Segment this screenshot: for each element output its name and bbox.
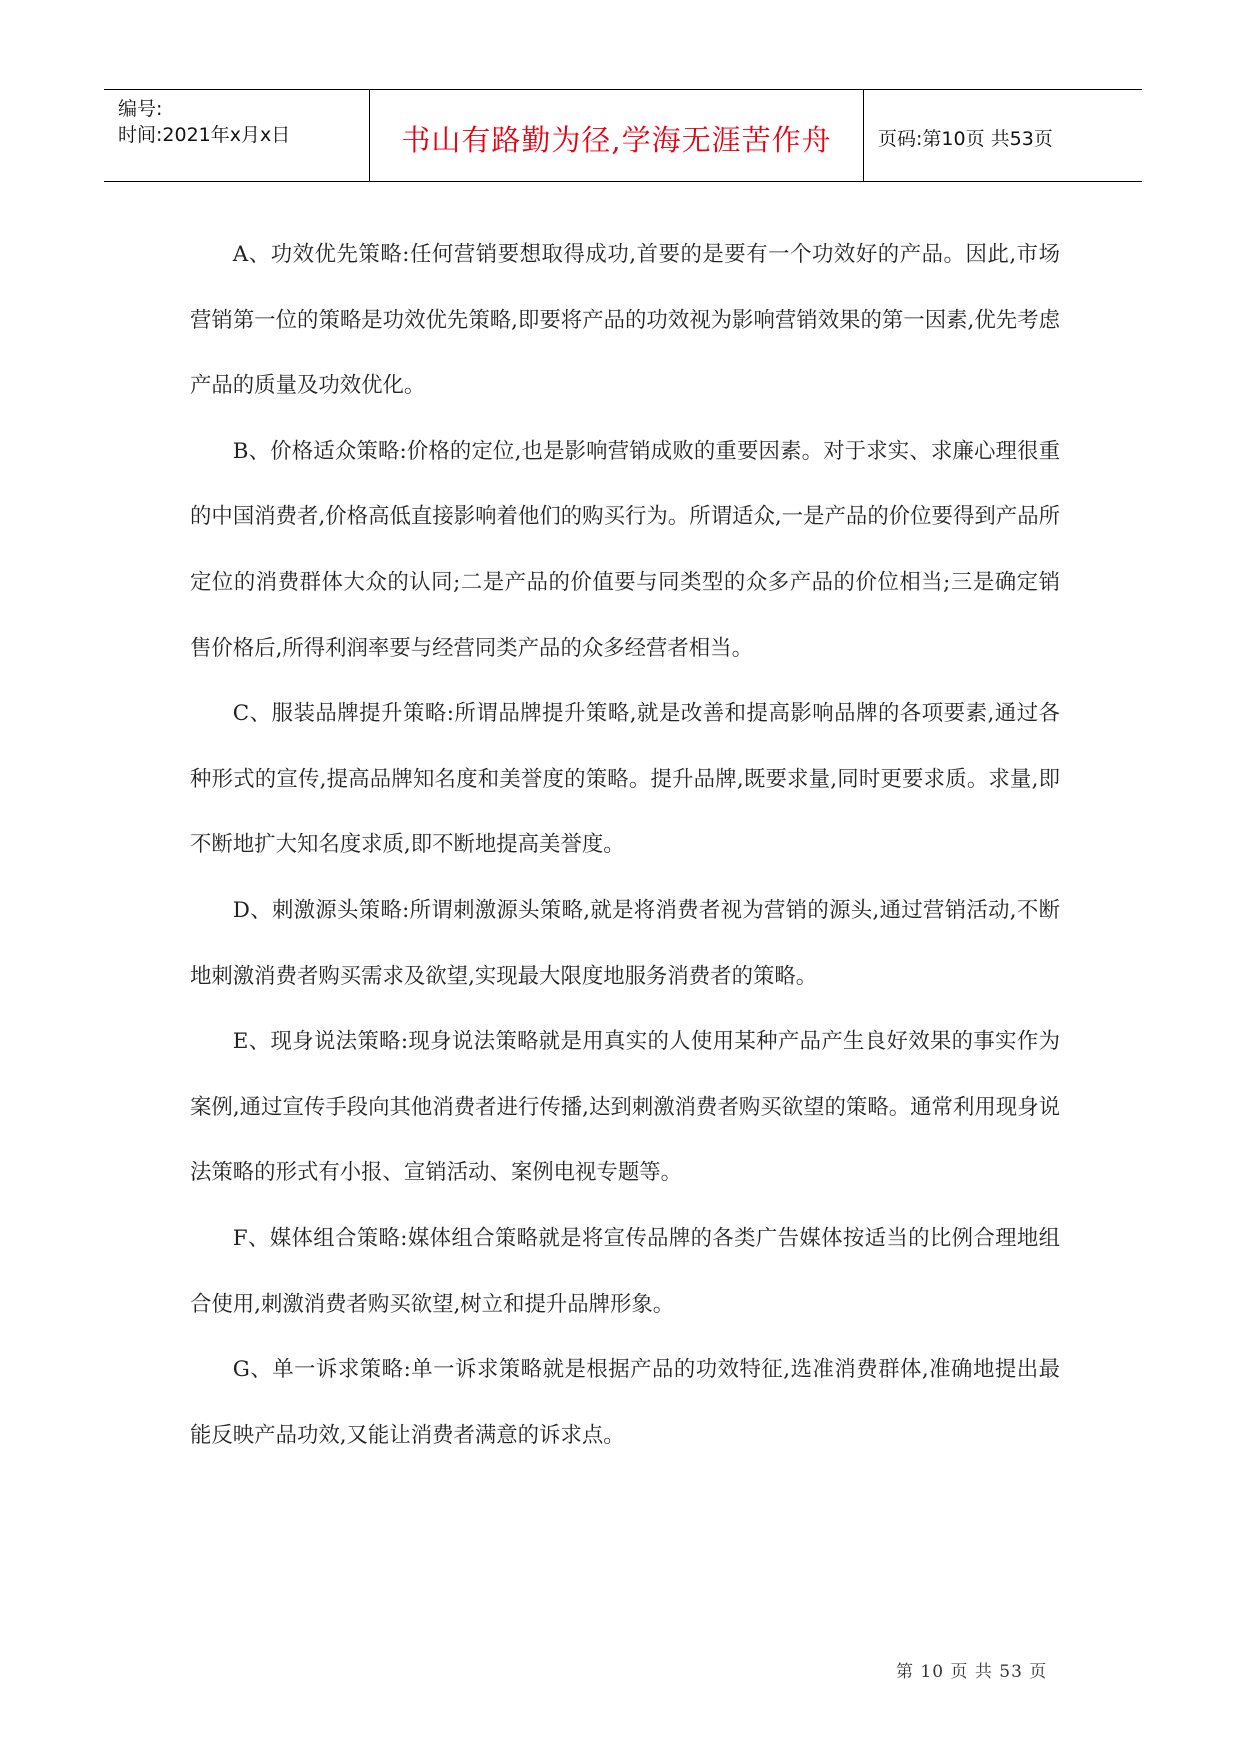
paragraph-d: D、刺激源头策略:所谓刺激源头策略,就是将消费者视为营销的源头,通过营销活动,不断地刺激消费者购买需求及欲望,实现最大限度地服务消费者的策略。 [190, 897, 1060, 989]
document-body [190, 222, 1060, 1468]
header-middle-cell [370, 90, 864, 181]
document-header [104, 89, 1142, 182]
paragraph-c: C、服装品牌提升策略:所谓品牌提升策略,就是改善和提高影响品牌的各项要素,通过各种形式的宣传,提高品牌知名度和美誉度的策略。提升品牌,既要求量,同时更要求质。求量,即不断地扩大知名度求质,即不断地提高美誉度。 [190, 701, 1060, 858]
page-footer: 第 10 页 共 53 页 [896, 1662, 1048, 1682]
header-motto: 书山有路勤为径,学海无涯苦作舟 [401, 123, 832, 157]
paragraph-b: B、价格适众策略:价格的定位,也是影响营销成败的重要因素。对于求实、求廉心理很重的中国消费者,价格高低直接影响着他们的购买行为。所谓适众,一是产品的价位要得到产品所定位的消费群体大众的认同;二是产品的价值要与同类型的众多产品的价位相当;三是确定销售价格后,所得利润率要与经营同类产品的众多经营者相当。 [190, 438, 1060, 661]
header-page-info: 页码:第10页 共53页 [878, 128, 1053, 150]
paragraph-e: E、现身说法策略:现身说法策略就是用真实的人使用某种产品产生良好效果的事实作为案例,通过宣传手段向其他消费者进行传播,达到刺激消费者购买欲望的策略。通常利用现身说法策略的形式有小报、宣销活动、案例电视专题等。 [190, 1029, 1060, 1186]
time-label: 时间:2021年x月x日 [118, 124, 291, 146]
paragraph-a: A、功效优先策略:任何营销要想取得成功,首要的是要有一个功效好的产品。因此,市场营销第一位的策略是功效优先策略,即要将产品的功效视为影响营销效果的第一因素,优先考虑产品的质量及功效优化。 [190, 242, 1060, 399]
number-label: 编号: [118, 98, 163, 120]
header-left-cell [104, 90, 370, 181]
paragraph-g: G、单一诉求策略:单一诉求策略就是根据产品的功效特征,选准消费群体,准确地提出最能反映产品功效,又能让消费者满意的诉求点。 [190, 1357, 1060, 1448]
paragraph-f: F、媒体组合策略:媒体组合策略就是将宣传品牌的各类广告媒体按适当的比例合理地组合使用,刺激消费者购买欲望,树立和提升品牌形象。 [190, 1225, 1060, 1317]
header-right-cell [864, 90, 1142, 181]
